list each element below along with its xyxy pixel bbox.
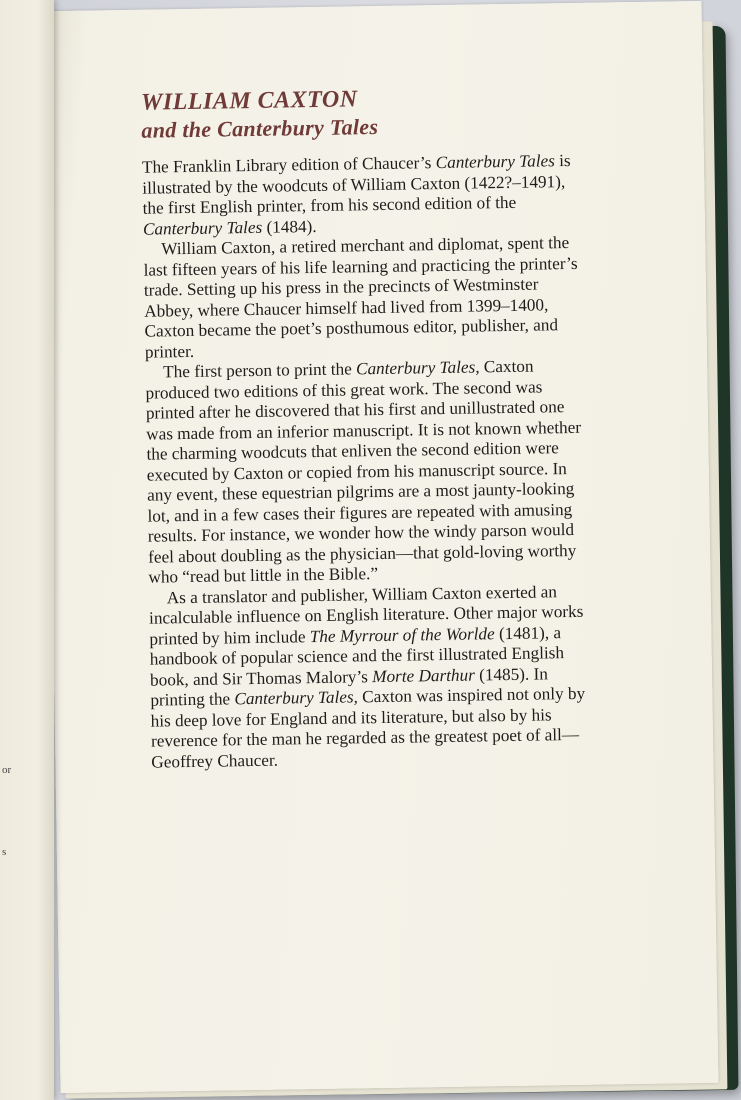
text-segment: The Franklin Library edition of Chaucer’s: [141, 153, 436, 177]
book-page: [44, 1, 719, 1093]
text-segment: (1485). In printing the: [150, 663, 548, 710]
page-title: WILLIAM CAXTON: [140, 86, 358, 116]
text-segment: As a translator and publisher, William Caxton exerted an incalculable influence on English literature. Other major works printed by him include: [148, 581, 584, 649]
page-content: [141, 83, 592, 773]
body-text: [142, 151, 592, 773]
italic-title-text: Canterbury Tales,: [234, 687, 359, 709]
text-segment: Caxton produced two editions of this great work. The second was printed after he discovered that his first and unillustrated one was made from an inferior manuscript. It is not known whether the charming woodcuts that enliven the second edition were executed by Caxton or copied from his manuscript source. In any event, these equestrian pilgrims are a most jaunty-looking lot, and in a few cases their figures are repeated with amusing results. For instance, we wonder how the windy parson would feel about doubling as the physician—that gold-loving worthy who “read but little in the Bible.”: [145, 356, 582, 587]
text-segment: is illustrated by the woodcuts of William Caxton (1422?–1491), the first English printer, from his second edition of the: [142, 150, 571, 218]
paragraph: [142, 151, 583, 240]
left-page-text-fragment: s: [2, 846, 7, 858]
text-segment: The first person to print the: [163, 359, 357, 382]
italic-title-text: Morte Darthur: [372, 665, 475, 686]
paragraph: [149, 581, 592, 772]
italic-title-text: The Myrrour of the Worlde: [309, 623, 495, 646]
left-page: [0, 0, 54, 1100]
page-subtitle: and the Canterbury Tales: [141, 113, 379, 143]
text-segment: (1481), a handbook of popular science and the first illustrated English book, and Sir Thomas Malory’s: [149, 622, 565, 690]
paragraph: [143, 233, 585, 363]
paragraph: [145, 356, 588, 588]
italic-title-text: Canterbury Tales: [142, 217, 263, 239]
text-segment: Caxton was inspired not only by his deep love for England and its literature, but also by his reverence for the man he regarded as the greatest poet of all—Geoffrey Chaucer.: [150, 683, 586, 772]
text-segment: (1484).: [262, 216, 317, 237]
italic-title-text: Canterbury Tales: [435, 151, 556, 173]
text-segment: William Caxton, a retired merchant and diplomat, spent the last fifteen years of his life learning and practicing the printer’s trade. Setting up his press in the precincts of Westminster Abbey, where Chaucer himself had lived from 1399–1400, Caxton became the poet’s posthumous editor, publisher, and printer.: [143, 233, 578, 362]
italic-title-text: Canterbury Tales,: [355, 357, 480, 379]
left-page-text-fragment: or: [2, 764, 12, 776]
